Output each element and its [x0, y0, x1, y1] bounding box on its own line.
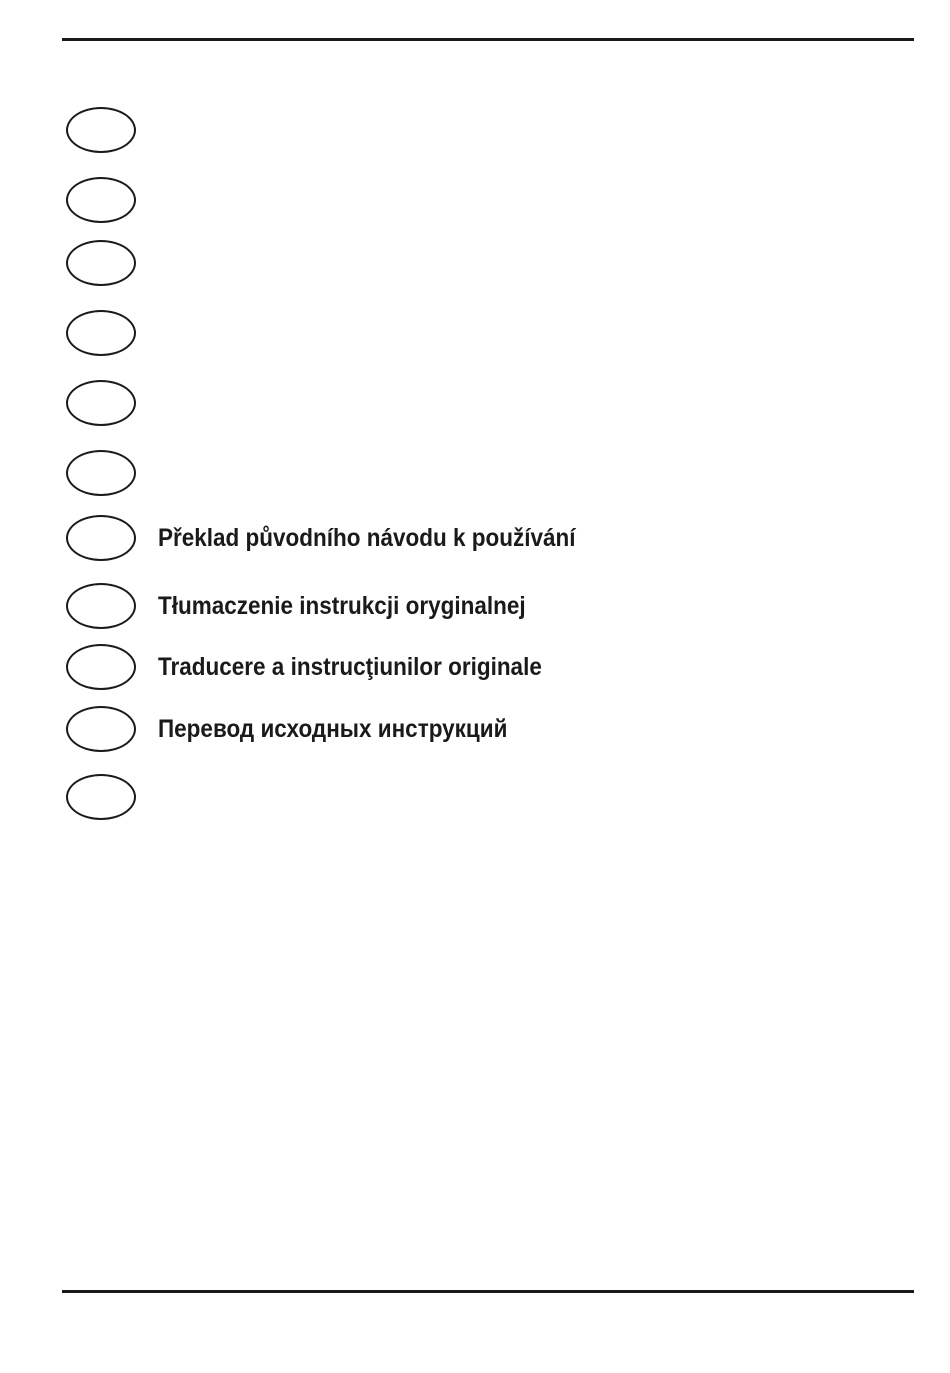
language-badge-oval-3 [66, 240, 136, 286]
language-badge-oval-5 [66, 380, 136, 426]
translation-title-ro: Traducere a instrucţiunilor originale [158, 653, 542, 681]
translation-title-pl: Tłumaczenie instrukcji oryginalnej [158, 592, 526, 620]
language-badge-oval-pl [66, 583, 136, 629]
language-badge-oval-cs [66, 515, 136, 561]
language-badge-oval-2 [66, 177, 136, 223]
translation-title-ru: Перевод исходных инструкций [158, 715, 508, 743]
translation-title-cs: Překlad původního návodu k používání [158, 524, 576, 552]
top-divider [62, 38, 914, 41]
language-badge-oval-ro [66, 644, 136, 690]
language-badge-oval-6 [66, 450, 136, 496]
bottom-divider [62, 1290, 914, 1293]
language-badge-oval-4 [66, 310, 136, 356]
language-badge-oval-ru [66, 706, 136, 752]
language-badge-oval-1 [66, 107, 136, 153]
language-badge-oval-11 [66, 774, 136, 820]
